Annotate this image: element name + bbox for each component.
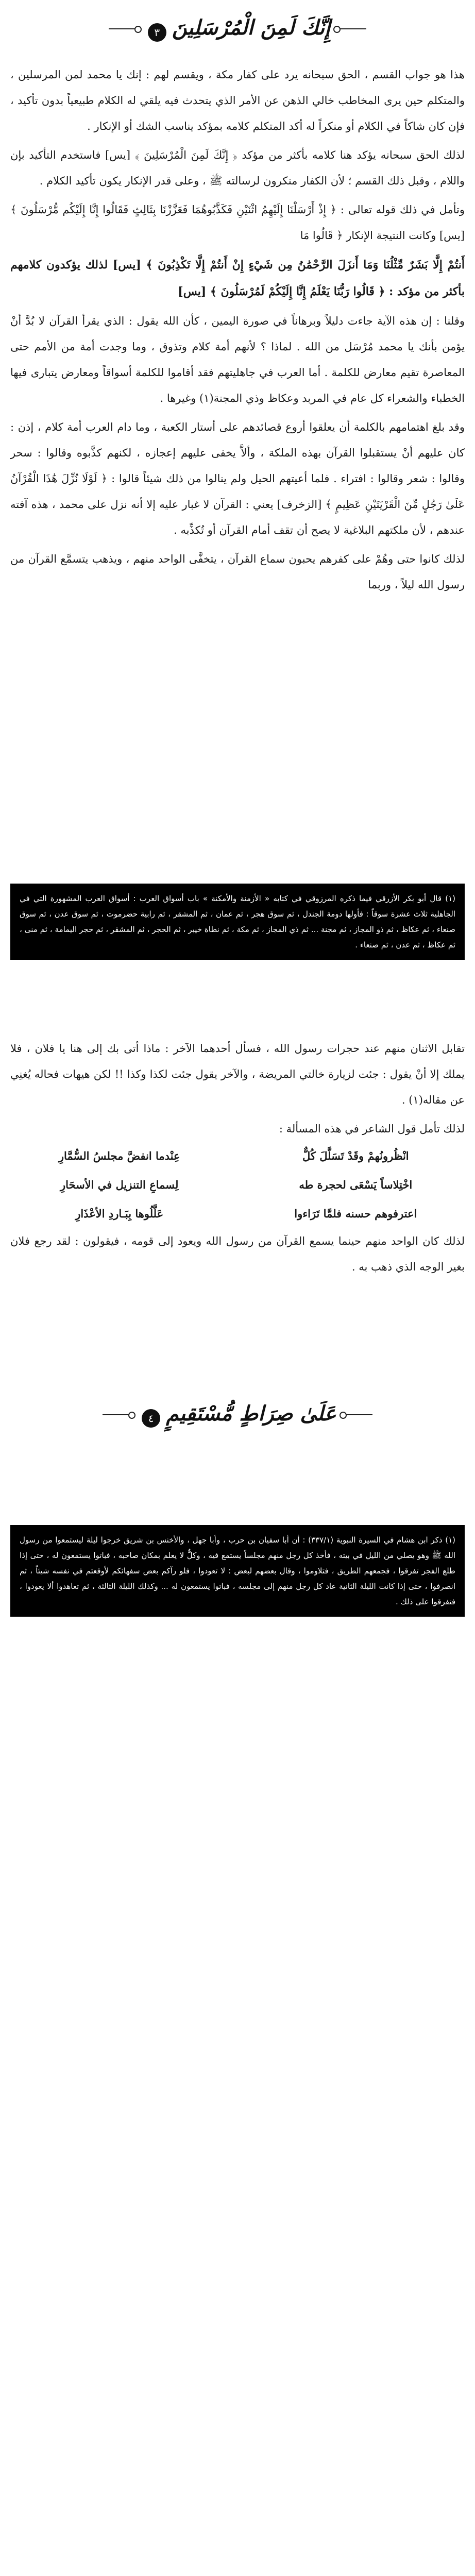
- verse-number-badge: ٣: [148, 23, 166, 42]
- verse-hemistich-left: عَلَّلُوها بِبَـاردِ الأعْذَارِ: [75, 1207, 164, 1220]
- quran-ayah-block: أَنتُمْ إِلَّا بَشَرٌ مِّثْلُنَا وَمَا أَنزَلَ الرَّحْمَٰنُ مِن شَيْءٍ إِنْ أَنتُمْ إِلَّا تَكْذِبُونَ ﴾ [يس] لذلك يؤكدون كلامهم بأكثر من مؤكد : ﴿ قَالُوا رَبُّنَا يَعْلَمُ إِنَّا إِلَيْكُمْ لَمُرْسَلُونَ ﴾ [يس]: [10, 258, 465, 298]
- poem-verse: [10, 1142, 465, 1171]
- poem-verse: [10, 1171, 465, 1199]
- ornament-flourish-icon: [103, 1414, 133, 1415]
- footnote-box: [10, 884, 465, 960]
- paragraph: وقلنا : إن هذه الآية جاءت دليلاً وبرهاناً في صورة اليمين ، كأن الله يقول : الذي يقرأ القرآن لا بُدَّ أنْ يؤمن بأنك يا محمد مُرْسَل من الله . لماذا ؟ لأنهم أمة كلام وتذوق ، وما وجدت أمة من الأمم حتى المعاصرة تقيم معارض للكلمة . أما العرب في جاهليتهم فقد أقاموا للكلمة أسواقاً ومعارض يتبارى فيها الخطباء والشعراء كل عام في المربد وعكاظ وذي المجنة(١) وغيرها .: [10, 315, 465, 404]
- paragraph: لذلك كانوا حتى وهُمْ على كفرهم يحبون سماع القرآن ، يتخفَّى الواحد منهم ، ويذهب يتسمَّع القرآن من رسول الله ليلاً ، وربما: [10, 553, 465, 591]
- verse-heading: إِنَّكَ لَمِنَ الْمُرْسَلِينَ: [172, 15, 331, 40]
- footnote-text: (١) قال أبو بكر الأزرقي فيما ذكره المرزوقي في كتابه « الأزمنة والأمكنة » باب أسواق العرب : أسواق العرب المشهورة التي في الجاهلية ثلاث عشرة سوقاً : فأولها دومة الجندل ، ثم سوق هجر ، ثم عمان ، ثم المشقر ، ثم رابية حضرموت ، ثم سوق عدن ، ثم سوق صنعاء ، ثم عكاظ ، ثم ذو المجاز ، ثم مجنة ... ثم ذي المجاز ، ثم مكة ، ثم نطاة خيبر ، ثم الحجر ، ثم المشقر ، ثم حجر اليمامة ، ثم منى ، ثم عكاظ ، ثم عدن ، ثم صنعاء .: [20, 894, 455, 950]
- verse-hemistich-left: عِنْدما انفضَّ مجلسُ السُّمَّارِ: [58, 1149, 180, 1162]
- ornament-flourish-icon: [335, 28, 366, 29]
- body-section-a: [10, 62, 465, 601]
- paragraph: لذلك كان الواحد منهم حينما يسمع القرآن من رسول الله ويعود إلى قومه ، فيقولون : لقد رجع فلان بغير الوجه الذي ذهب به .: [10, 1235, 465, 1273]
- ornament-flourish-icon: [109, 28, 140, 29]
- verse-hemistich-left: لِسماعِ التنزيل في الأسحَارِ: [60, 1178, 179, 1191]
- poem-intro: لذلك تأمل قول الشاعر في هذه المسألة :: [279, 1123, 465, 1135]
- paragraph: لذلك الحق سبحانه يؤكد هنا كلامه بأكثر من مؤكد ﴿ إِنَّكَ لَمِنَ الْمُرْسَلِينَ ﴾ [يس] فاستخدم التأكيد بإن واللام ، وقبل ذلك القسم ؛ لأن الكفار منكرون لرسالته ﷺ ، وعلى قدر الإنكار يكون تأكيد الكلام .: [10, 149, 465, 187]
- paragraph: وتأمل في ذلك قوله تعالى : ﴿ إِذْ أَرْسَلْنَا إِلَيْهِمُ اثْنَيْنِ فَكَذَّبُوهُمَا فَعَزَّزْنَا بِثَالِثٍ فَقَالُوا إِنَّا إِلَيْكُم مُّرْسَلُونَ ﴾ [يس] وكانت النتيجة الإنكار ﴿ قَالُوا مَا: [10, 204, 465, 242]
- body-section-c: [10, 1036, 465, 1283]
- verse-hemistich-right: اخْتِلاساً يَسْعَى لحجرة طه: [299, 1178, 413, 1191]
- ornament-flourish-icon: [342, 1414, 372, 1415]
- paragraph: هذا هو جواب القسم ، الحق سبحانه يرد على كفار مكة ، ويقسم لهم : إنك يا محمد لمن المرسلين ، والمتكلم حين يرى المخاطب خالي الذهن عن الأمر الذي يتحدث فيه يلقي له الكلام طبيعياً بدون تأكيد ، فإن كان شاكاً في الكلام أو منكراً له أكد المتكلم كلامه بمؤكد يناسب الشك أو الإنكار .: [10, 69, 465, 132]
- header-ornament: [0, 15, 475, 42]
- verse-hemistich-right: انْظُرونُهمْ وقَدْ تَسَلَّلَ كُلٌّ: [302, 1149, 409, 1162]
- verse-heading: عَلَىٰ صِرَاطٍ مُّسْتَقِيمٍ: [166, 1401, 336, 1426]
- paragraph: تقابل الاثنان منهم عند حجرات رسول الله ، فسأل أحدهما الآخر : ماذا أتى بك إلى هنا يا فلان ، فلا يملك إلا أنْ يقول : جئت لزيارة خالتي المريضة ، والآخر يقول جئت لكذا وكذا !! لكن هيهات فحاله يُغنِي عن مقاله(١) .: [10, 1042, 465, 1106]
- footer-ornament: [0, 1401, 475, 1428]
- footnote-box: [10, 1525, 465, 1617]
- verse-number-badge: ٤: [142, 1409, 160, 1428]
- verse-hemistich-right: اعترفوهم حسنه فلمَّا تَرَاءوا: [294, 1207, 417, 1220]
- paragraph: وقد بلغ اهتمامهم بالكلمة أن يعلقوا أروع قصائدهم على أستار الكعبة ، وما دام العرب أمة كلام ، إذن : كان عليهم أنْ يستقبلوا القرآن بهذه الملكة ، وألاَّ يخفى عليهم إعجازه ، لكنهم كذَّبوه وقالوا : سحر وقالوا : شعر وقالوا : افتراء . فلما أعيتهم الحيل ولم ينالوا من ذلك شيئاً قالوا : ﴿ لَوْلَا نُزِّلَ هَٰذَا الْقُرْآنُ عَلَىٰ رَجُلٍ مِّنَ الْقَرْيَتَيْنِ عَظِيمٍ ﴾ [الزخرف] يعني : القرآن لا غبار عليه إلا أنه نزل على محمد ، هذه آفته عندهم ، لأن ملكتهم البلاغية لا يصح أن تقف أمام القرآن أو تُكذِّبه .: [10, 421, 465, 536]
- poem-verse: [10, 1199, 465, 1228]
- footnote-text: (١) ذكر ابن هشام في السيرة النبوية (٣٣٧/١) : أن أبا سفيان بن حرب ، وأبا جهل ، والأخنس بن شريق خرجوا ليلة ليستمعوا من رسول الله ﷺ وهو يصلي من الليل في بيته ، فأخذ كل رجل منهم مجلساً يستمع فيه ، وكلٌّ لا يعلم بمكان صاحبه ، فباتوا يستمعون له ، حتى إذا طلع الفجر تفرقوا ، فجمعهم الطريق ، فتلاوموا ، وقال بعضهم لبعض : لا تعودوا ، فلو رآكم بعض سفهائكم لأوقعتم في نفسه شيئاً ، ثم انصرفوا ، حتى إذا كانت الليلة الثانية عاد كل رجل منهم إلى مجلسه ، فباتوا يستمعون له ... وكذلك الليلة الثالثة ، ثم تعاهدوا ألا يعودوا ، فتفرقوا على ذلك .: [20, 1535, 455, 1606]
